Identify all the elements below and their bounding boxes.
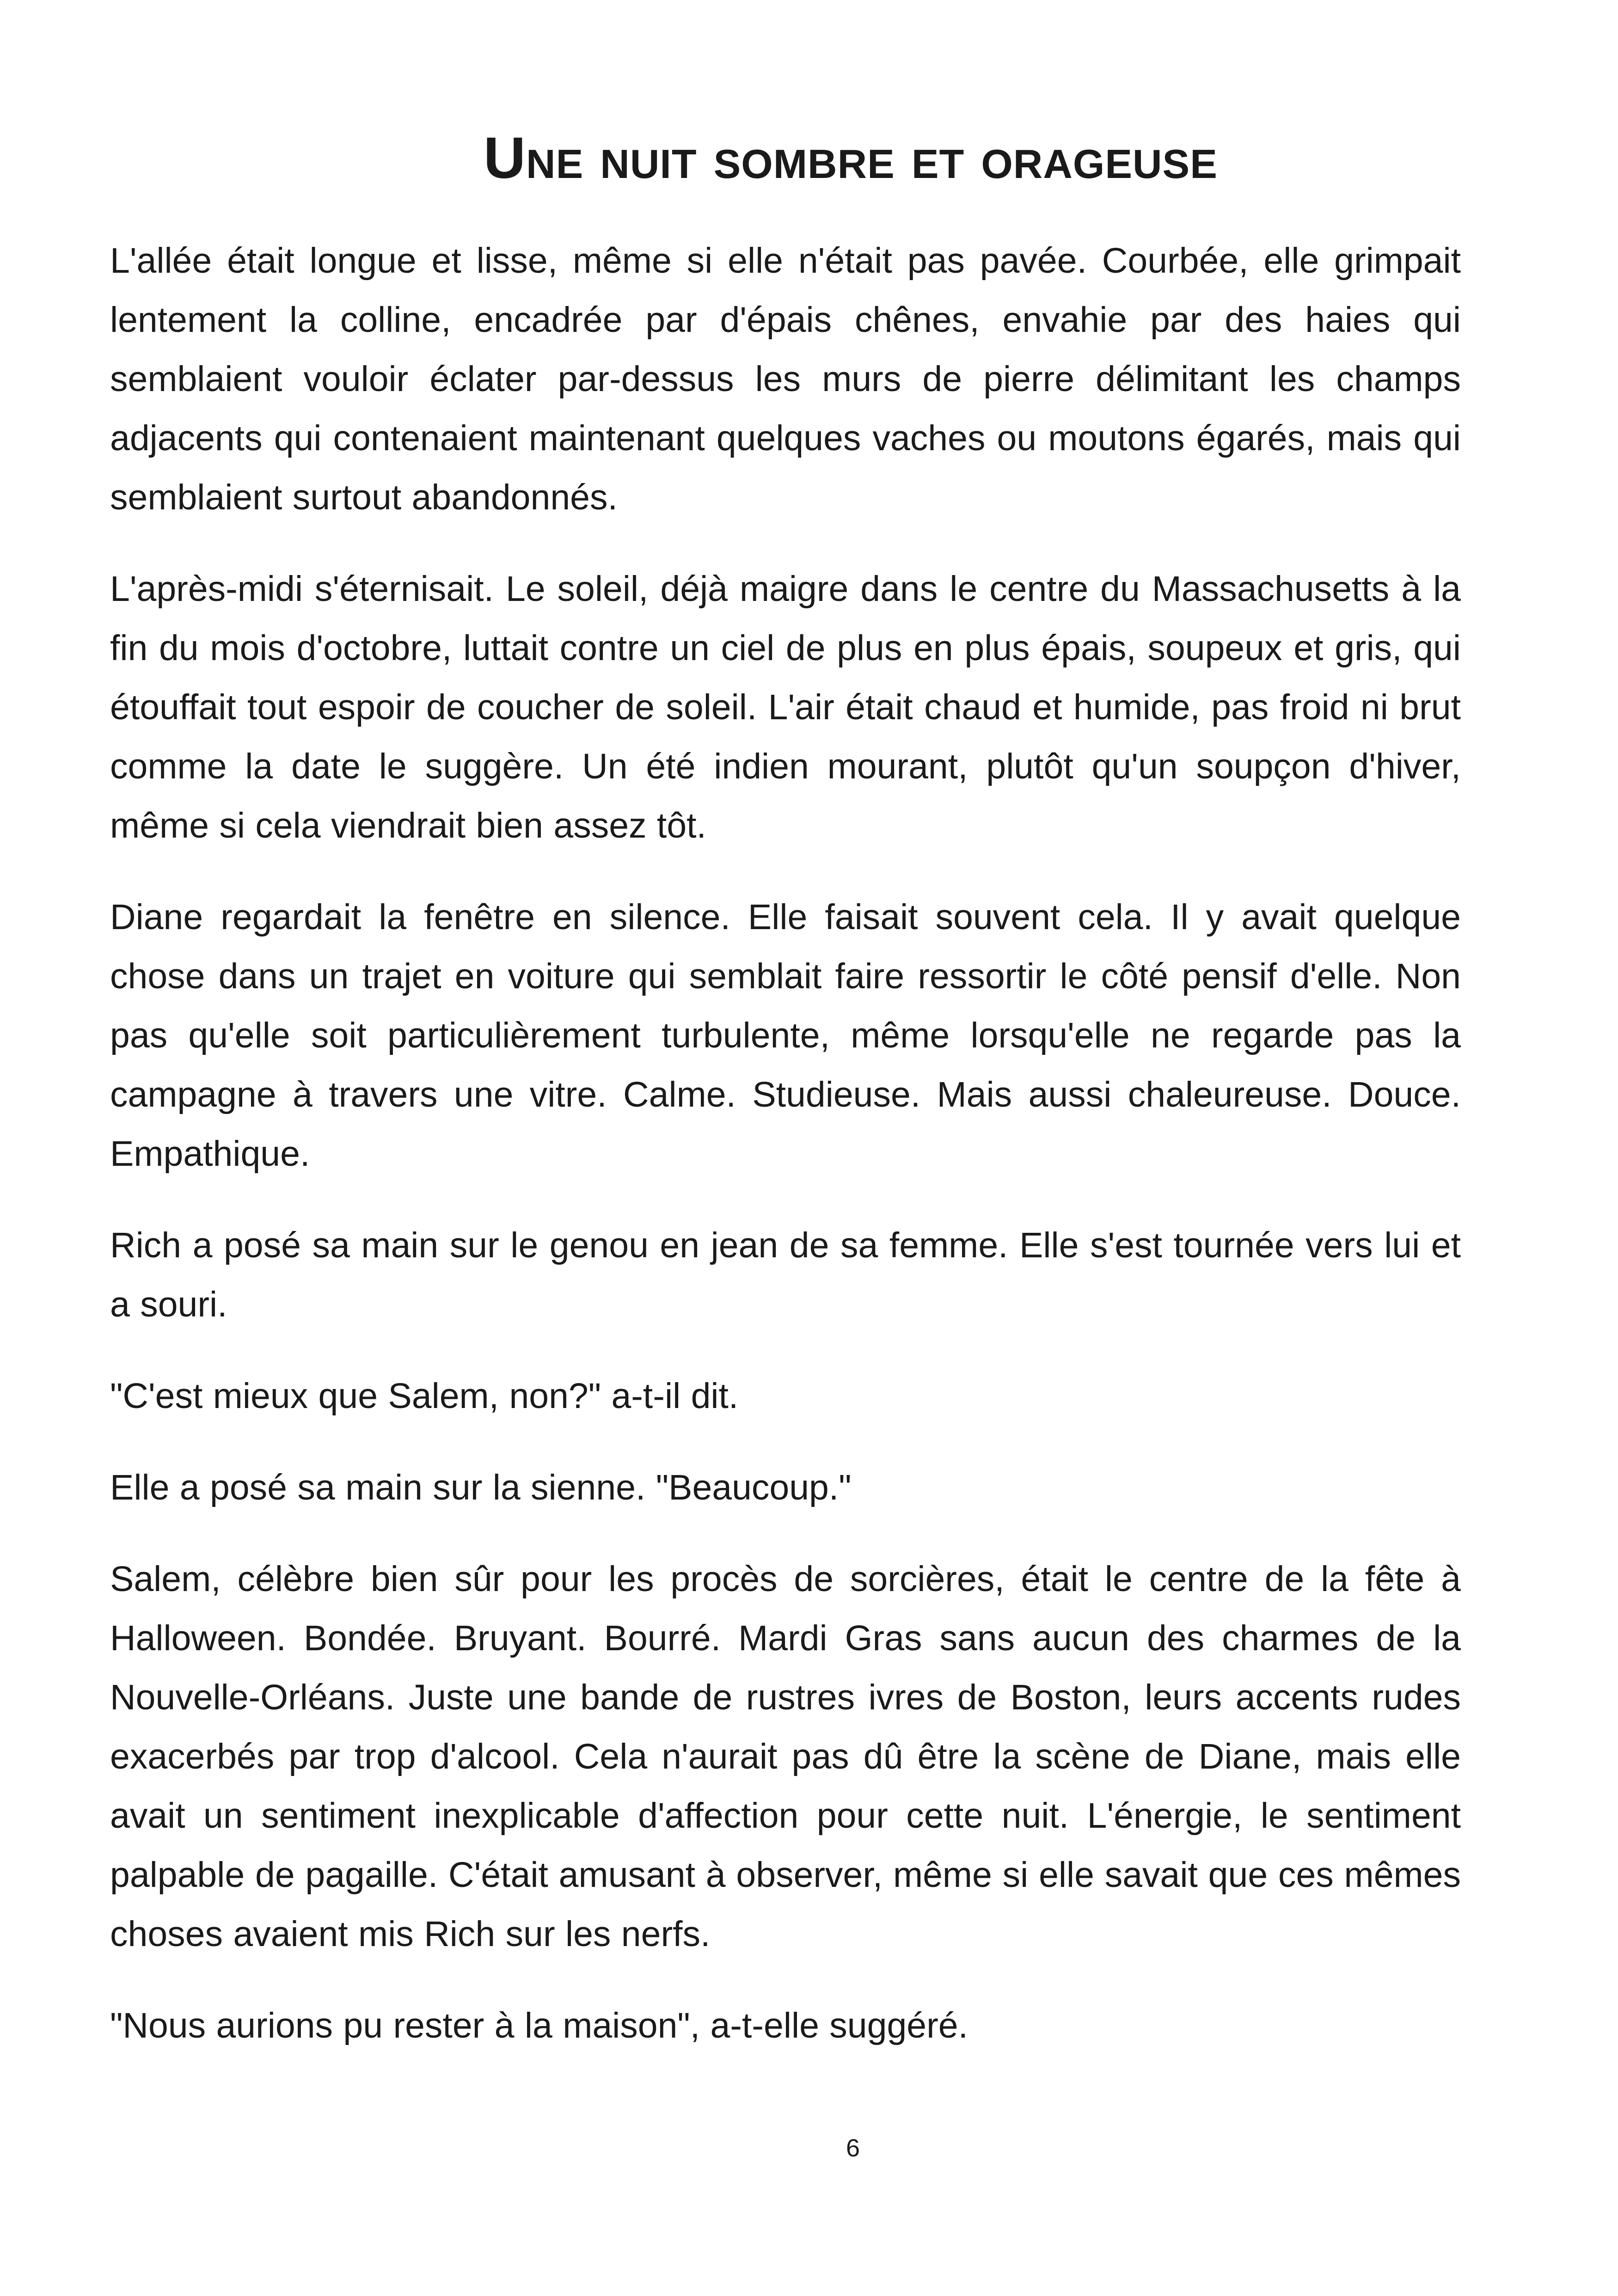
paragraph: L'après-midi s'éternisait. Le soleil, déjà maigre dans le centre du Massachusetts à la fin du mois d'octobre, luttait contre un ciel de plus en plus épais, soupeux et gris, qui étouffait tout espoir de coucher de soleil. L'air était chaud et humide, pas froid ni brut comme la date le suggère. Un été indien mourant, plutôt qu'un soupçon d'hiver, même si cela viendrait bien assez tôt. — [110, 569, 1461, 845]
paragraph: Diane regardait la fenêtre en silence. Elle faisait souvent cela. Il y avait quelque chose dans un trajet en voiture qui semblait faire ressortir le côté pensif d'elle. Non pas qu'elle soit particulièrement turbulente, même lorsqu'elle ne regarde pas la campagne à travers une vitre. Calme. Studieuse. Mais aussi chaleureuse. Douce. Empathique. — [110, 897, 1461, 1174]
page-number: 6 — [846, 2134, 860, 2162]
paragraph: Elle a posé sa main sur la sienne. "Beaucoup." — [110, 1468, 852, 1507]
paragraph: "Nous aurions pu rester à la maison", a-t-elle suggéré. — [110, 2006, 968, 2045]
paragraph: "C'est mieux que Salem, non?" a-t-il dit. — [110, 1376, 739, 1416]
paragraph: Salem, célèbre bien sûr pour les procès de sorcières, était le centre de la fête à Halloween. Bondée. Bruyant. Bourré. Mardi Gras sans aucun des charmes de la Nouvelle-Orléans. Juste une bande de rustres ivres de Boston, leurs accents rudes exacerbés par trop d'alcool. Cela n'aurait pas dû être la scène de Diane, mais elle avait un sentiment inexplicable d'affection pour cette nuit. L'énergie, le sentiment palpable de pagaille. C'était amusant à observer, même si elle savait que ces mêmes choses avaient mis Rich sur les nerfs. — [110, 1559, 1461, 1954]
paragraph: L'allée était longue et lisse, même si elle n'était pas pavée. Courbée, elle grimpait lentement la colline, encadrée par d'épais chênes, envahie par des haies qui semblaient vouloir éclater par-dessus les murs de pierre délimitant les champs adjacents qui contenaient maintenant quelques vaches ou moutons égarés, mais qui semblaient surtout abandonnés. — [110, 241, 1461, 517]
paragraph: Rich a posé sa main sur le genou en jean de sa femme. Elle s'est tournée vers lui et a souri. — [110, 1225, 1461, 1324]
body-text — [110, 231, 1461, 2088]
chapter-title: Une nuit sombre et orageuse — [484, 125, 1218, 190]
